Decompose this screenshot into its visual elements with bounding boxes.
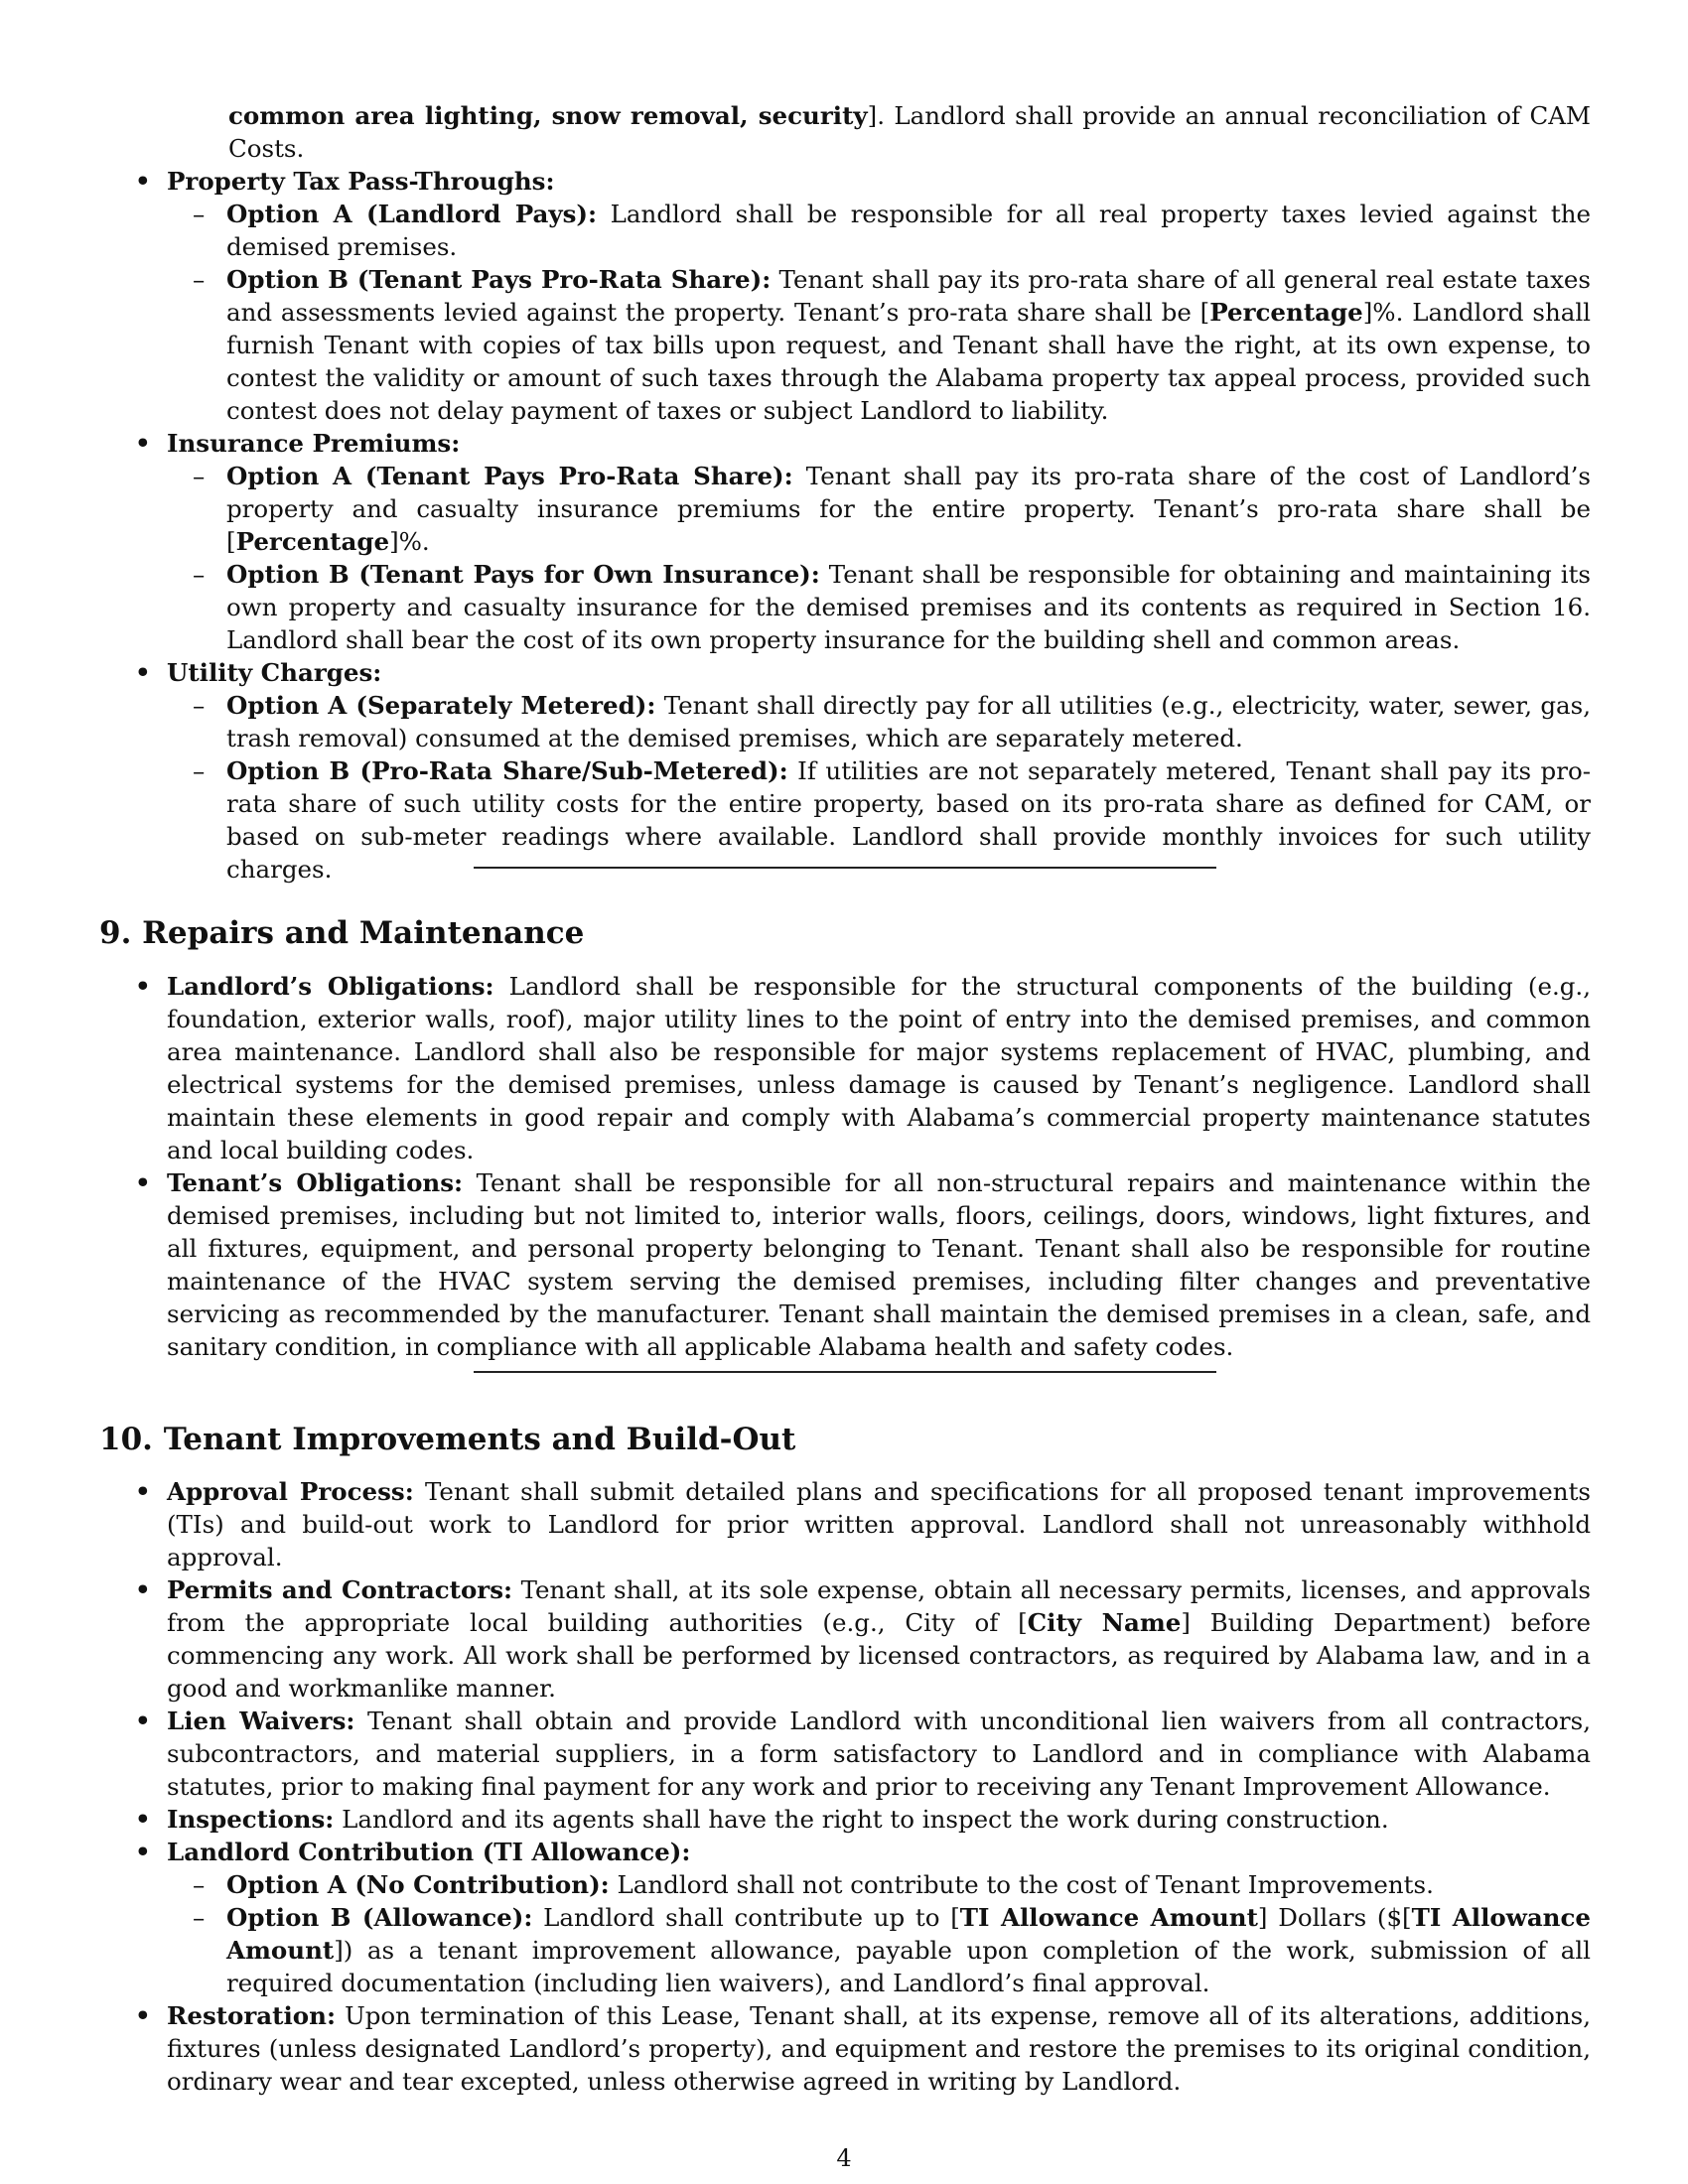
option-text: ] Dollars ($[: [1257, 1903, 1412, 1932]
option-label: Option A (Landlord Pays):: [226, 200, 598, 228]
option-label: Option A (Separately Metered):: [226, 691, 656, 720]
item-label: Landlord Contribution (TI Allowance):: [167, 1838, 691, 1866]
bullet-icon: •: [135, 658, 151, 687]
option-label: Option B (Pro-Rata Share/Sub-Metered):: [226, 756, 788, 785]
option-label: Option B (Allowance):: [226, 1903, 533, 1932]
option-text: Landlord shall not contribute to the cost of Tenant Improvements.: [609, 1870, 1434, 1899]
item-text: Landlord and its agents shall have the right to inspect the work during construction.: [334, 1805, 1389, 1834]
list-item-property-tax: [0, 165, 1591, 427]
section-9-list: [0, 970, 1591, 1363]
property-tax-option-a: [167, 198, 1591, 263]
dash-icon: –: [193, 691, 206, 720]
insurance-heading: Insurance Premiums:: [167, 429, 461, 458]
list-item-landlord-contribution: [0, 1836, 1591, 1999]
placeholder-field: Percentage: [1209, 298, 1363, 327]
insurance-option-b: [167, 558, 1591, 656]
contribution-option-a: [167, 1868, 1591, 1901]
option-text: Tenant shall pay its pro-rata share of the cost of Landlord’s property and casualty insurance premiums for the entire property. Tenant’s pro-rata share shall be [: [226, 462, 1592, 556]
list-item-utility: [0, 656, 1591, 886]
option-text: Tenant shall pay its pro-rata share of all general real estate taxes and assessments levied against the property. Tenant’s pro-rata share shall be [: [226, 265, 1591, 327]
dash-icon: –: [193, 265, 206, 294]
list-item-landlord-obligations: [0, 970, 1591, 1166]
item-text: Tenant shall, at its sole expense, obtain all necessary permits, licenses, and approvals from the appropriate local building authorities (e.g., City of [: [167, 1575, 1592, 1637]
item-label: Approval Process:: [167, 1477, 414, 1506]
dash-icon: –: [193, 560, 206, 589]
placeholder-field: City Name: [1027, 1608, 1182, 1637]
insurance-option-a: [167, 460, 1591, 558]
section-8-list: [0, 165, 1591, 886]
property-tax-option-b: [167, 263, 1591, 427]
page-number: 4: [836, 2144, 852, 2172]
item-label: Landlord’s Obligations:: [167, 972, 494, 1001]
contribution-option-b: [167, 1901, 1591, 1999]
bullet-icon: •: [135, 1168, 151, 1197]
section-10-list: [0, 1475, 1591, 2098]
property-tax-options: [167, 198, 1591, 427]
utility-options: [167, 689, 1591, 886]
property-tax-heading: Property Tax Pass-Throughs:: [167, 167, 555, 196]
list-item-inspections: [0, 1803, 1591, 1836]
utility-option-a: [167, 689, 1591, 754]
option-text: If utilities are not separately metered, Tenant shall pay its pro-rata share of such utility costs for the entire property, based on its pro-rata share as defined for CAM, or based on sub-meter readings where available. Landlord shall provide monthly invoices for such utility charges.: [226, 756, 1591, 884]
dash-icon: –: [193, 200, 206, 228]
dash-icon: –: [193, 1870, 206, 1899]
option-text: Tenant shall be responsible for obtaining and maintaining its own property and casualty insurance for the demised premises and its contents as required in Section 16. Landlord shall bear the cost of its own property insurance for the building shell and common areas.: [226, 560, 1591, 654]
option-text: Tenant shall directly pay for all utilities (e.g., electricity, water, sewer, gas, trash removal) consumed at the demised premises, which are separately metered.: [226, 691, 1591, 752]
bullet-icon: •: [135, 1477, 151, 1506]
item-text: Landlord shall be responsible for the structural components of the building (e.g., foundation, exterior walls, roof), major utility lines to the point of entry into the demised premises, and common area maintenance. Landlord shall also be responsible for major systems replacement of HVAC, plumbing, and electrical systems for the demised premises, unless damage is caused by Tenant’s negligence. Landlord shall maintain these elements in good repair and comply with Alabama’s commercial property maintenance statutes and local building codes.: [167, 972, 1591, 1164]
bullet-icon: •: [135, 1575, 151, 1604]
dash-icon: –: [193, 756, 206, 785]
option-text: ]%. Landlord shall furnish Tenant with copies of tax bills upon request, and Tenant shall have the right, at its own expense, to contest the validity or amount of such taxes through the Alabama property tax appeal process, provided such contest does not delay payment of taxes or subject Landlord to liability.: [226, 298, 1591, 425]
section-9-title: 9. Repairs and Maintenance: [99, 915, 585, 951]
option-label: Option A (Tenant Pays Pro-Rata Share):: [226, 462, 793, 490]
list-item-insurance: [0, 427, 1591, 656]
item-text: Tenant shall obtain and provide Landlord with unconditional lien waivers from all contractors, subcontractors, and material suppliers, in a form satisfactory to Landlord and in compliance with Alabama statutes, prior to making final payment for any work and prior to receiving any Tenant Improvement Allowance.: [167, 1706, 1591, 1801]
option-label: Option A (No Contribution):: [226, 1870, 610, 1899]
item-text: Tenant shall submit detailed plans and specifications for all proposed tenant improvements (TIs) and build-out work to Landlord for prior written approval. Landlord shall not unreasonably withhold approval.: [167, 1477, 1591, 1571]
dash-icon: –: [193, 462, 206, 490]
contribution-options: [167, 1868, 1591, 1999]
bullet-icon: •: [135, 167, 151, 196]
item-text: Tenant shall be responsible for all non-structural repairs and maintenance within the demised premises, including but not limited to, interior walls, floors, ceilings, doors, windows, light fixtures, and all fixtures, equipment, and personal property belonging to Tenant. Tenant shall also be responsible for routine maintenance of the HVAC system serving the demised premises, including filter changes and preventative servicing as recommended by the manufacturer. Tenant shall maintain the demised premises in a clean, safe, and sanitary condition, in compliance with all applicable Alabama health and safety codes.: [167, 1168, 1591, 1361]
option-text: ]%.: [389, 527, 430, 556]
section-8-continuation: [0, 99, 1591, 886]
item-label: Permits and Contractors:: [167, 1575, 513, 1604]
option-text: ]) as a tenant improvement allowance, payable upon completion of the work, submission of all required documentation (including lien waivers), and Landlord’s final approval.: [226, 1936, 1591, 1997]
bullet-icon: •: [135, 972, 151, 1001]
cam-continuation-paragraph: [0, 99, 1591, 165]
item-label: Tenant’s Obligations:: [167, 1168, 464, 1197]
item-text: Upon termination of this Lease, Tenant shall, at its expense, remove all of its alterations, additions, fixtures (unless designated Landlord’s property), and equipment and restore the premises to its original condition, ordinary wear and tear excepted, unless otherwise agreed in writing by Landlord.: [167, 2001, 1591, 2096]
dash-icon: –: [193, 1903, 206, 1932]
list-item-approval-process: [0, 1475, 1591, 1573]
item-label: Restoration:: [167, 2001, 337, 2030]
section-divider: [474, 867, 1216, 869]
option-text: Landlord shall contribute up to [: [532, 1903, 960, 1932]
bullet-icon: •: [135, 429, 151, 458]
option-text: Landlord shall be responsible for all real property taxes levied against the demised premises.: [226, 200, 1591, 261]
list-item-lien-waivers: [0, 1705, 1591, 1803]
insurance-options: [167, 460, 1591, 656]
bullet-icon: •: [135, 1838, 151, 1866]
section-9-body: [0, 970, 1591, 1363]
cam-continuation-text: ]. Landlord shall provide an annual reconciliation of CAM Costs.: [228, 101, 1591, 163]
bullet-icon: •: [135, 1805, 151, 1834]
bullet-icon: •: [135, 2001, 151, 2030]
placeholder-field: TI Allowance Amount: [226, 1903, 1592, 1965]
option-label: Option B (Tenant Pays for Own Insurance):: [226, 560, 820, 589]
utility-heading: Utility Charges:: [167, 658, 382, 687]
list-item-restoration: [0, 1999, 1591, 2098]
bullet-icon: •: [135, 1706, 151, 1735]
item-text: ] Building Department) before commencing any work. All work shall be performed by licensed contractors, as required by Alabama law, and in a good and workmanlike manner.: [167, 1608, 1591, 1703]
option-label: Option B (Tenant Pays Pro-Rata Share):: [226, 265, 772, 294]
list-item-permits: [0, 1573, 1591, 1705]
item-label: Lien Waivers:: [167, 1706, 355, 1735]
placeholder-field: Percentage: [235, 527, 390, 556]
section-divider: [474, 1371, 1216, 1373]
item-label: Inspections:: [167, 1805, 335, 1834]
list-item-tenant-obligations: [0, 1166, 1591, 1363]
section-10-title: 10. Tenant Improvements and Build-Out: [99, 1422, 796, 1457]
section-10-body: [0, 1475, 1591, 2098]
cam-continuation-bold: common area lighting, snow removal, security: [228, 101, 868, 130]
placeholder-field: TI Allowance Amount: [959, 1903, 1258, 1932]
